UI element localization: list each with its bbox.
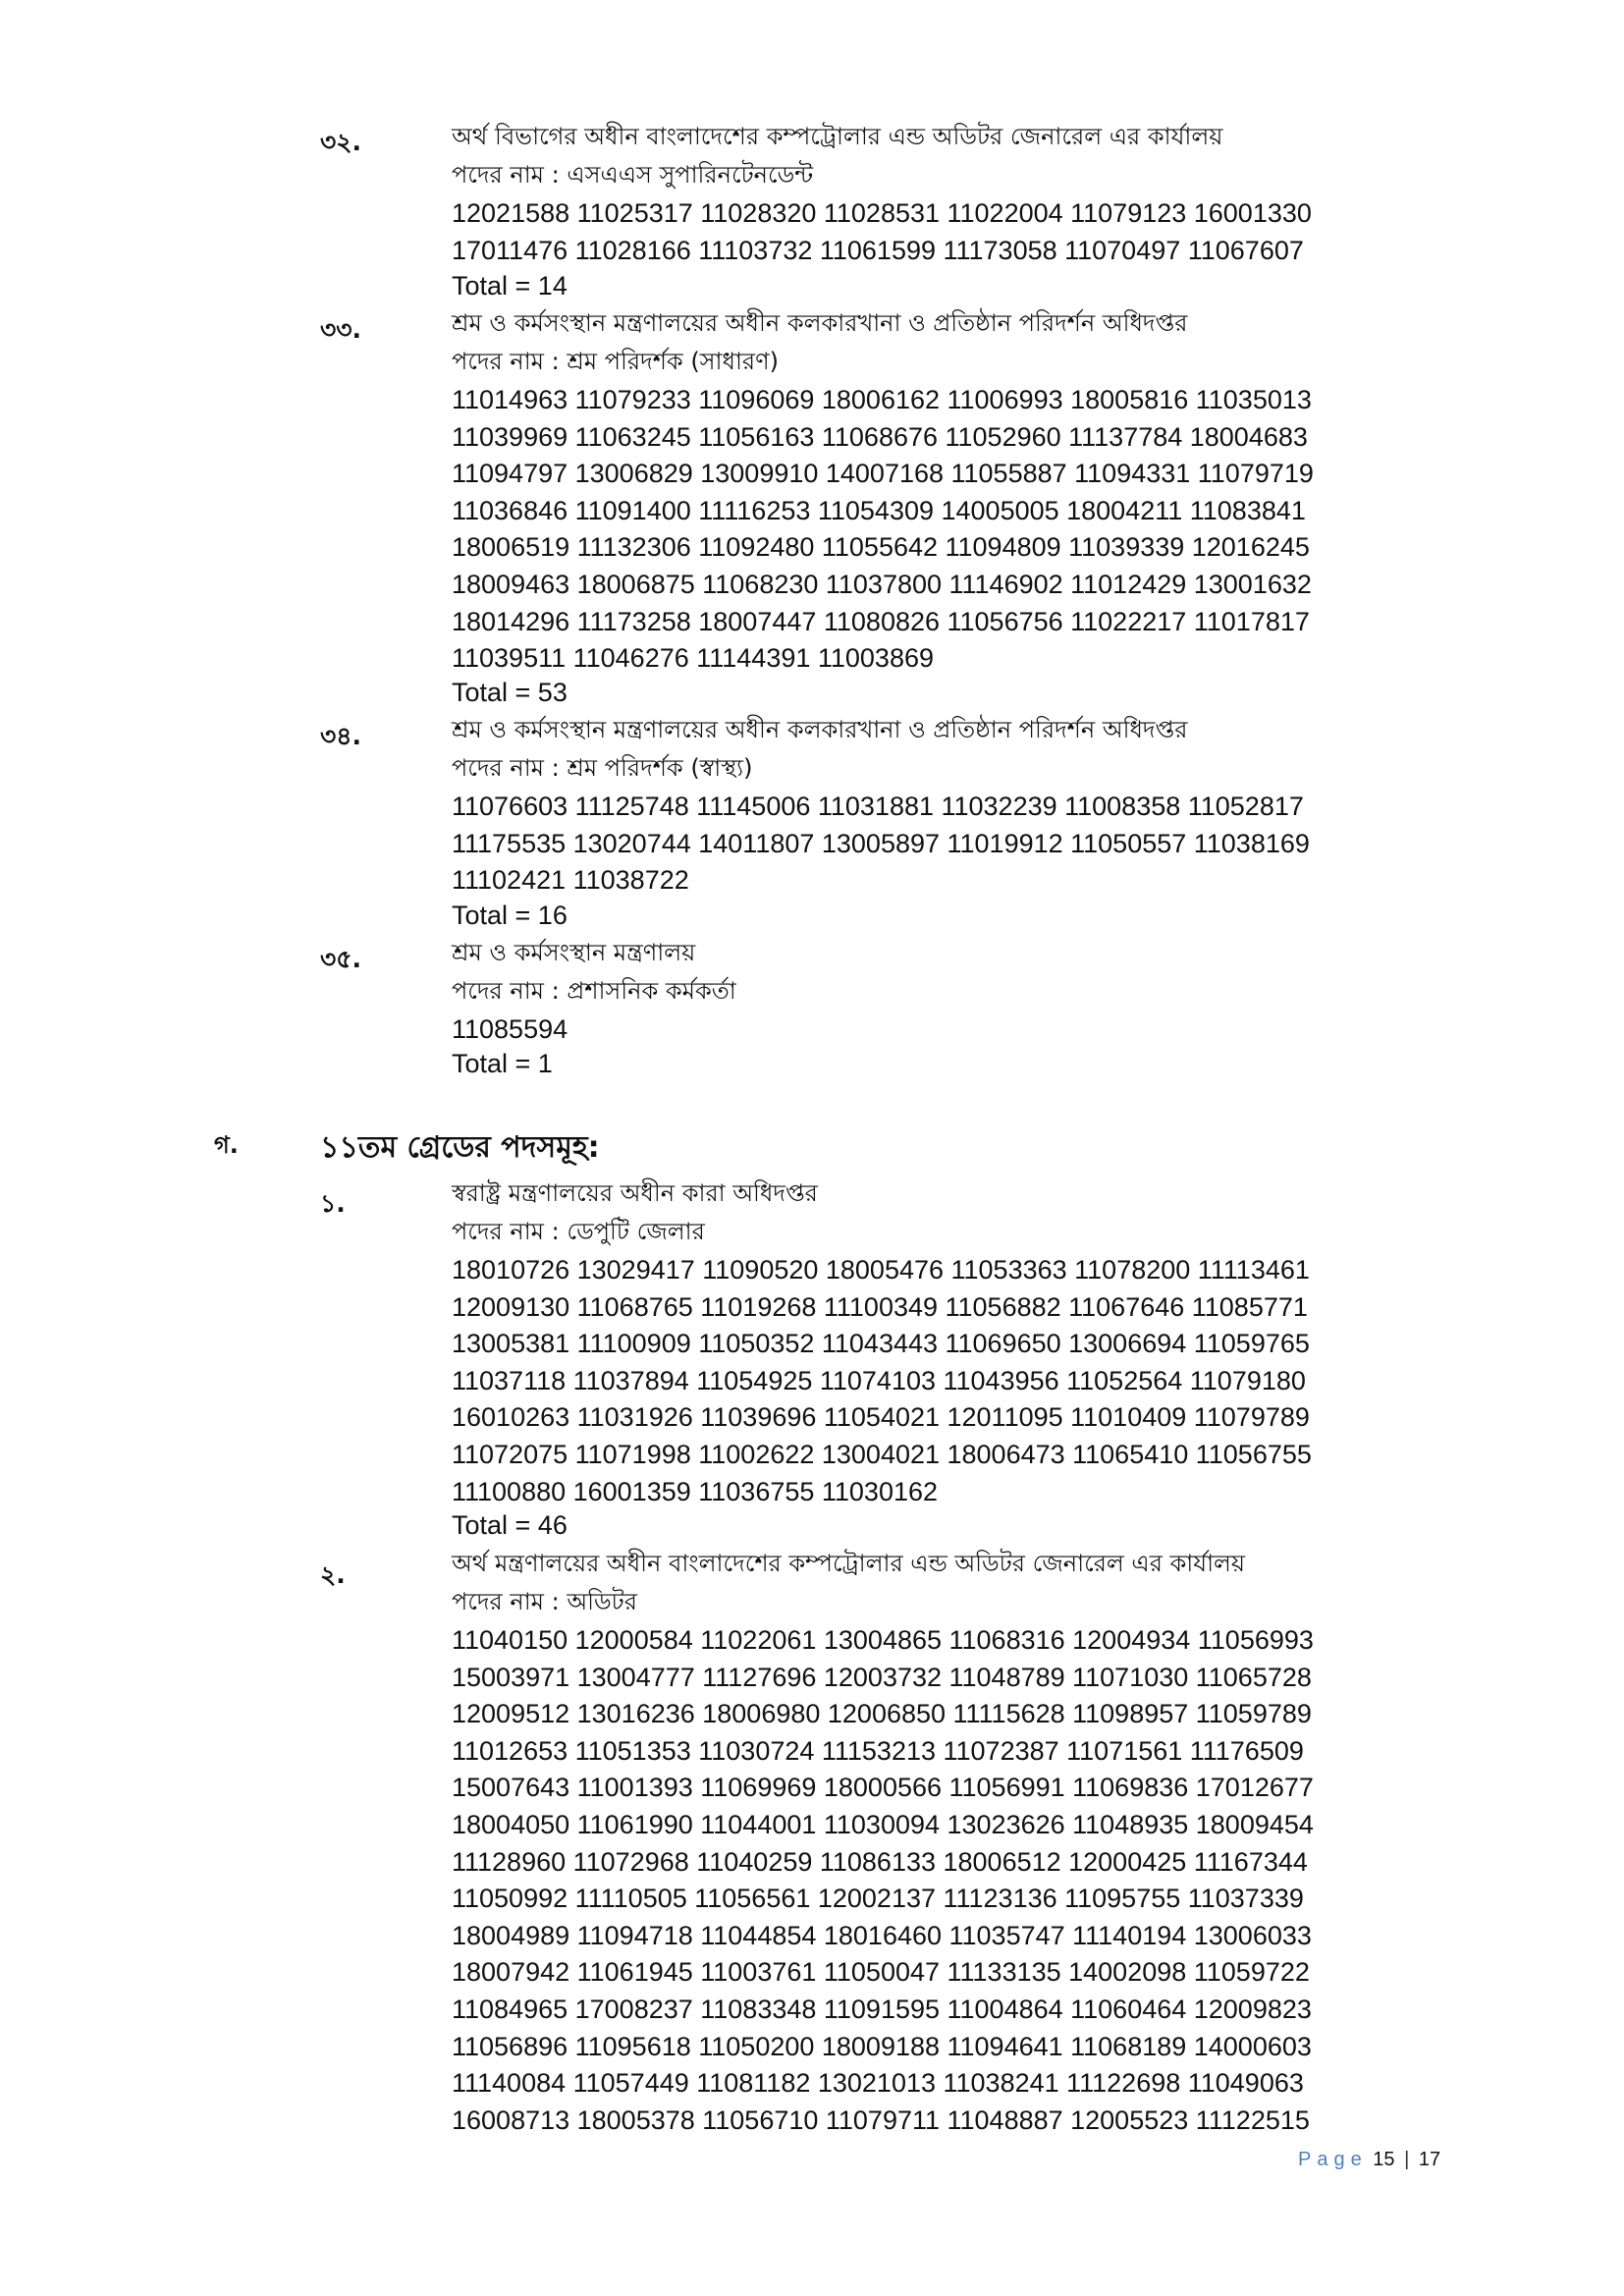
page-footer [1298,2149,1440,2171]
roll-number-row: 11037118 11037894 11054925 11074103 11043956 11052564 11079180 [452,1365,1306,1395]
roll-number-list [452,382,1314,678]
roll-number-row: 11076603 11125748 11145006 11031881 11032239 11008358 11052817 [452,792,1304,821]
office-name: শ্রম ও কর্মসংস্থান মন্ত্রণালয়ের অধীন কলকারখানা ও প্রতিষ্ঠান পরিদর্শন অধিদপ্তর [452,716,1188,743]
roll-number-row: 18014296 11173258 18007447 11080826 11056756 11022217 11017817 [452,606,1310,636]
roll-number-row: 18010726 13029417 11090520 18005476 11053363 11078200 11113461 [452,1255,1310,1285]
entry-number: ৩৪. [320,722,361,750]
roll-number-row: 11040150 12000584 11022061 13004865 11068316 12004934 11056993 [452,1625,1314,1655]
roll-number-row: 11050992 11110505 11056561 12002137 11123136 11095755 11037339 [452,1884,1304,1914]
roll-number-list [452,1252,1312,1510]
roll-number-row: 11085594 [452,1014,568,1044]
roll-number-row: 11128960 11072968 11040259 11086133 18006512 12000425 11167344 [452,1846,1308,1877]
roll-number-row: 11036846 11091400 11116253 11054309 14005005 18004211 11083841 [452,495,1306,525]
roll-number-row: 11175535 13020744 14011807 13005897 11019912 11050557 11038169 [452,828,1310,858]
roll-number-row: 18009463 18006875 11068230 11037800 11146902 11012429 13001632 [452,569,1312,599]
roll-number-row: 11102421 11038722 [452,865,689,896]
total-count: Total = 1 [452,1049,553,1078]
post-name: পদের নাম : প্রশাসনিক কর্মকর্তা [452,977,736,1005]
roll-number-row: 18007942 11061945 11003761 11050047 11133135 14002098 11059722 [452,1957,1310,1988]
office-name: শ্রম ও কর্মসংস্থান মন্ত্রণালয়ের অধীন কলকারখানা ও প্রতিষ্ঠান পরিদর্শন অধিদপ্তর [452,309,1188,337]
roll-number-row: 12009512 13016236 18006980 12006850 11115628 11098957 11059789 [452,1699,1312,1729]
roll-number-row: 16010263 11031926 11039696 11054021 12011095 11010409 11079789 [452,1402,1310,1433]
post-name: পদের নাম : শ্রম পরিদর্শক (সাধারণ) [452,348,779,375]
roll-number-row: 11100880 16001359 11036755 11030162 [452,1476,939,1506]
post-name: পদের নাম : শ্রম পরিদর্শক (স্বাস্থ্য) [452,754,753,782]
page-separator: | [1404,2149,1410,2170]
entry-number: ৩৫. [320,945,361,973]
roll-number-row: 11014963 11079233 11096069 18006162 11006993 18005816 11035013 [452,385,1312,414]
roll-number-row: 11039511 11046276 11144391 11003869 [452,643,934,674]
roll-number-row: 18006519 11132306 11092480 11055642 11094809 11039339 12016245 [452,532,1310,563]
roll-number-row: 18004989 11094718 11044854 18016460 11035747 11140194 13006033 [452,1920,1312,1950]
total-count: Total = 14 [452,271,568,301]
office-name: অর্থ বিভাগের অধীন বাংলাদেশের কম্পট্রোলার এন্ড অডিটর জেনারেল এর কার্যালয় [452,123,1223,150]
current-page: 15 [1373,2149,1395,2170]
roll-number-list [452,195,1312,269]
roll-number-list [452,1011,568,1049]
roll-number-row: 12021588 11025317 11028320 11028531 11022004 11079123 16001330 [452,198,1312,228]
entry-number: ২. [320,1560,346,1589]
total-count: Total = 53 [452,678,568,707]
office-name: শ্রম ও কর্মসংস্থান মন্ত্রণালয় [452,939,696,966]
roll-number-row: 12009130 11068765 11019268 11100349 11056882 11067646 11085771 [452,1291,1308,1322]
roll-number-row: 13005381 11100909 11050352 11043443 11069650 13006694 11059765 [452,1329,1310,1359]
section-title: ১১তম গ্রেডের পদসমূহ: [320,1130,600,1165]
roll-number-row: 11039969 11063245 11056163 11068676 11052960 11137784 18004683 [452,421,1308,452]
post-name: পদের নাম : অডিটর [452,1588,637,1615]
total-count: Total = 16 [452,901,568,930]
section-marker: গ. [214,1131,239,1159]
roll-number-row: 11140084 11057449 11081182 13021013 11038241 11122698 11049063 [452,2068,1304,2099]
total-count: Total = 46 [452,1510,568,1540]
entry-number: ৩৩. [320,315,362,344]
entry-number: ১. [320,1189,346,1218]
roll-number-row: 18004050 11061990 11044001 11030094 13023626 11048935 18009454 [452,1809,1314,1839]
roll-number-row: 11056896 11095618 11050200 18009188 11094641 11068189 14000603 [452,2031,1312,2061]
roll-number-row: 15007643 11001393 11069969 18000566 11056991 11069836 17012677 [452,1773,1314,1803]
total-pages: 17 [1418,2149,1441,2170]
post-name: পদের নাম : এসএএস সুপারিনটেনডেন্ট [452,161,814,189]
roll-number-list [452,789,1310,900]
roll-number-row: 11094797 13006829 13009910 14007168 11055887 11094331 11079719 [452,459,1314,489]
roll-number-row: 11084965 17008237 11083348 11091595 11004864 11060464 12009823 [452,1994,1312,2024]
roll-number-list [452,1622,1314,2139]
entry-number: ৩২. [320,128,362,156]
page-label: Page [1298,2149,1368,2170]
office-name: স্বরাষ্ট্র মন্ত্রণালয়ের অধীন কারা অধিদপ্তর [452,1179,818,1207]
roll-number-row: 11012653 11051353 11030724 11153213 11072387 11071561 11176509 [452,1735,1304,1766]
roll-number-row: 16008713 18005378 11056710 11079711 11048887 12005523 11122515 [452,2105,1310,2135]
roll-number-row: 17011476 11028166 11103732 11061599 11173058 11070497 11067607 [452,235,1304,265]
roll-number-row: 11072075 11071998 11002622 13004021 18006473 11065410 11056755 [452,1439,1312,1469]
post-name: পদের নাম : ডেপুটি জেলার [452,1218,705,1245]
office-name: অর্থ মন্ত্রণালয়ের অধীন বাংলাদেশের কম্পট্রোলার এন্ড অডিটর জেনারেল এর কার্যালয় [452,1550,1246,1577]
roll-number-row: 15003971 13004777 11127696 12003732 11048789 11071030 11065728 [452,1662,1312,1692]
